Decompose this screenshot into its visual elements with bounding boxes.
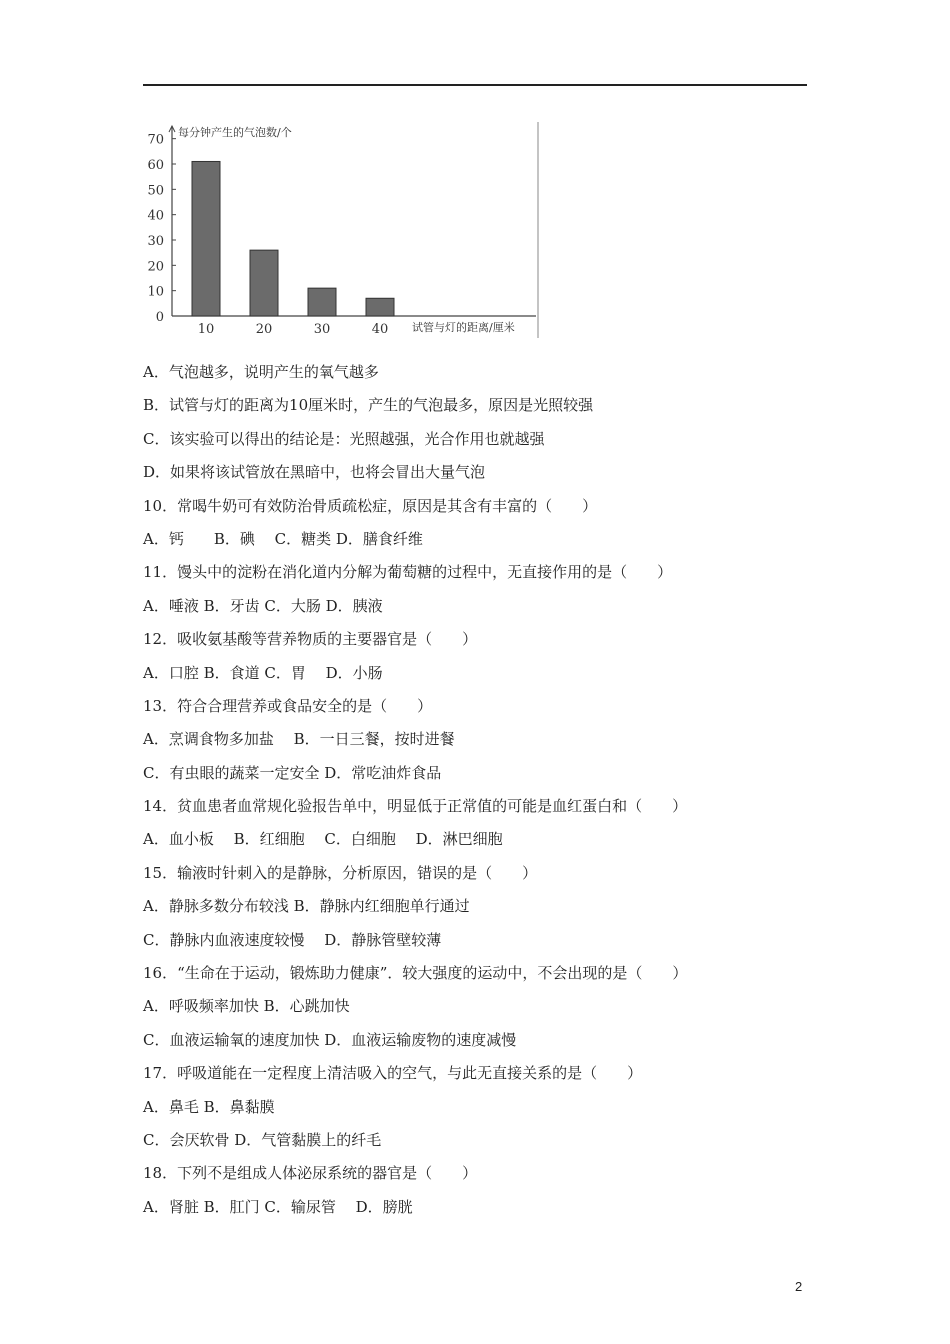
y-tick-label: 10: [147, 284, 164, 300]
y-tick-label: 40: [147, 208, 164, 224]
answer-options: C．该实验可以得出的结论是：光照越强，光合作用也就越强: [143, 429, 545, 448]
question-stem: 18．下列不是组成人体泌尿系统的器官是（ ）: [143, 1164, 478, 1183]
answer-options: C．血液运输氧的速度加快 D．血液运输废物的速度减慢: [143, 1030, 517, 1049]
answer-options: A．钙 B．碘 C．糖类 D．膳食纤维: [143, 529, 423, 548]
answer-options: B．试管与灯的距离为10厘米时，产生的气泡最多，原因是光照较强: [143, 396, 594, 415]
y-tick-label: 30: [147, 234, 164, 249]
x-tick-label: 30: [313, 322, 331, 337]
question-stem: 15．输液时针刺入的是静脉，分析原因，错误的是（ ）: [143, 863, 538, 882]
x-axis-label: 试管与灯的距离/厘米: [412, 321, 515, 334]
page-number: 2: [795, 1279, 803, 1294]
y-tick-label: 0: [155, 310, 164, 325]
y-tick-label: 60: [147, 158, 164, 173]
answer-options: D．如果将该试管放在黑暗中，也将会冒出大量气泡: [143, 463, 486, 482]
question-stem: 16．“生命在于运动，锻炼助力健康”．较大强度的运动中，不会出现的是（ ）: [143, 964, 688, 983]
answer-options: A．血小板 B．红细胞 C．白细胞 D．淋巴细胞: [143, 830, 503, 849]
bar-40: [366, 298, 394, 316]
question-stem: 13．符合合理营养或食品安全的是（ ）: [143, 696, 433, 715]
answer-options: A．呼吸频率加快 B．心跳加快: [143, 997, 350, 1016]
y-tick-label: 20: [147, 259, 164, 275]
answer-options: C．有虫眼的蔬菜一定安全 D．常吃油炸食品: [143, 763, 442, 782]
x-tick-label: 20: [255, 322, 273, 337]
bar-20: [250, 250, 278, 316]
x-tick-label: 10: [197, 322, 215, 337]
question-stem: 17．呼吸道能在一定程度上清洁吸入的空气，与此无直接关系的是（ ）: [143, 1064, 643, 1083]
question-text-block: [143, 356, 823, 1224]
question-stem: 11．馒头中的淀粉在消化道内分解为葡萄糖的过程中，无直接作用的是（ ）: [143, 563, 673, 582]
answer-options: A．鼻毛 B．鼻黏膜: [143, 1097, 275, 1116]
bar-30: [308, 288, 336, 316]
x-tick-label: 40: [371, 322, 389, 337]
bar-10: [192, 161, 220, 316]
answer-options: C．会厌软骨 D．气管黏膜上的纤毛: [143, 1130, 382, 1149]
question-stem: 10．常喝牛奶可有效防治骨质疏松症，原因是其含有丰富的（ ）: [143, 496, 598, 515]
y-tick-label: 50: [147, 183, 164, 199]
question-stem: 14．贫血患者血常规化验报告单中，明显低于正常值的可能是血红蛋白和（ ）: [143, 797, 688, 816]
header-rule: [143, 84, 807, 86]
answer-options: A．气泡越多，说明产生的氧气越多: [143, 363, 379, 381]
answer-options: A．烹调食物多加盐 B．一日三餐，按时进餐: [143, 730, 455, 749]
answer-options: A．肾脏 B．肛门 C．输尿管 D．膀胱: [143, 1197, 413, 1216]
question-stem: 12．吸收氨基酸等营养物质的主要器官是（ ）: [143, 630, 478, 649]
bubble-count-bar-chart: [140, 118, 550, 340]
y-tick-label: 70: [147, 132, 164, 148]
answer-options: A．口腔 B．食道 C．胃 D．小肠: [143, 663, 383, 682]
answer-options: A．唾液 B．牙齿 C．大肠 D．胰液: [143, 596, 383, 615]
answer-options: A．静脉多数分布较浅 B．静脉内红细胞单行通过: [143, 897, 470, 916]
answer-options: C．静脉内血液速度较慢 D．静脉管壁较薄: [143, 930, 442, 949]
y-axis-label: 每分钟产生的气泡数/个: [178, 126, 292, 139]
